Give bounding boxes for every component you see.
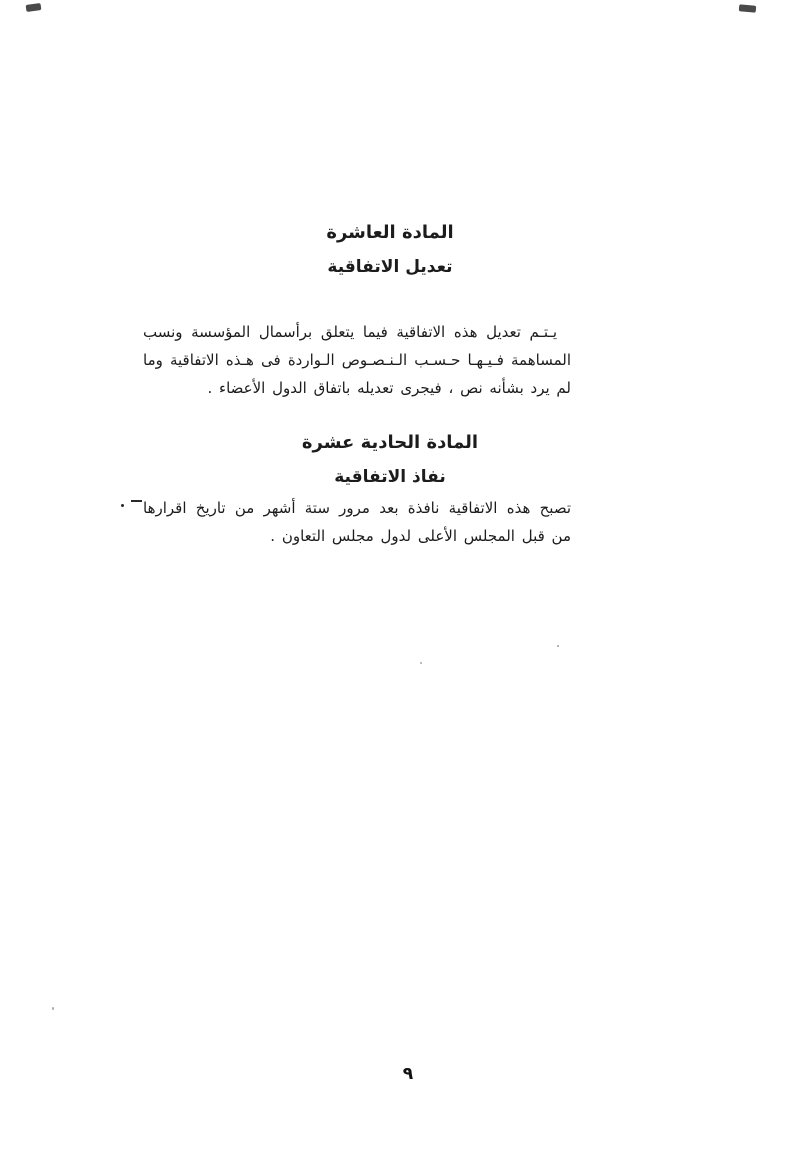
scan-artifact <box>52 1007 54 1010</box>
scan-artifact <box>420 662 422 664</box>
article-eleven-section <box>143 430 571 550</box>
article-eleven-body: تصبح هذه الاتفاقية نافذة بعد مرور ستة أشهر من تاريخ اقرارها من قبل المجلس الأعلى لدول مجلس التعاون . <box>143 499 571 545</box>
document-content <box>143 220 571 550</box>
page-number: ٩ <box>402 1064 414 1084</box>
article-ten-section <box>143 220 571 402</box>
scan-artifact <box>26 3 42 12</box>
scan-artifact <box>121 504 124 507</box>
scan-artifact <box>131 500 142 502</box>
article-eleven-title: المادة الحادية عشرة <box>301 432 479 453</box>
article-ten-body: يـتـم تعديل هذه الاتفاقية فيما يتعلق برأسمال المؤسسة ونسب المساهمة فـيـهـا حـسـب الـنـصـوص الـواردة فى هـذه الاتفاقية وما لم يرد بشأنه نص ، فيجرى تعديله باتفاق الدول الأعضاء . <box>143 323 571 397</box>
article-eleven-subtitle: نفاذ الاتفاقية <box>334 467 446 487</box>
scan-artifact <box>739 4 757 12</box>
article-ten-subtitle: تعديل الاتفاقية <box>327 257 453 277</box>
scan-artifact <box>557 645 559 647</box>
article-ten-title: المادة العاشرة <box>326 222 454 243</box>
